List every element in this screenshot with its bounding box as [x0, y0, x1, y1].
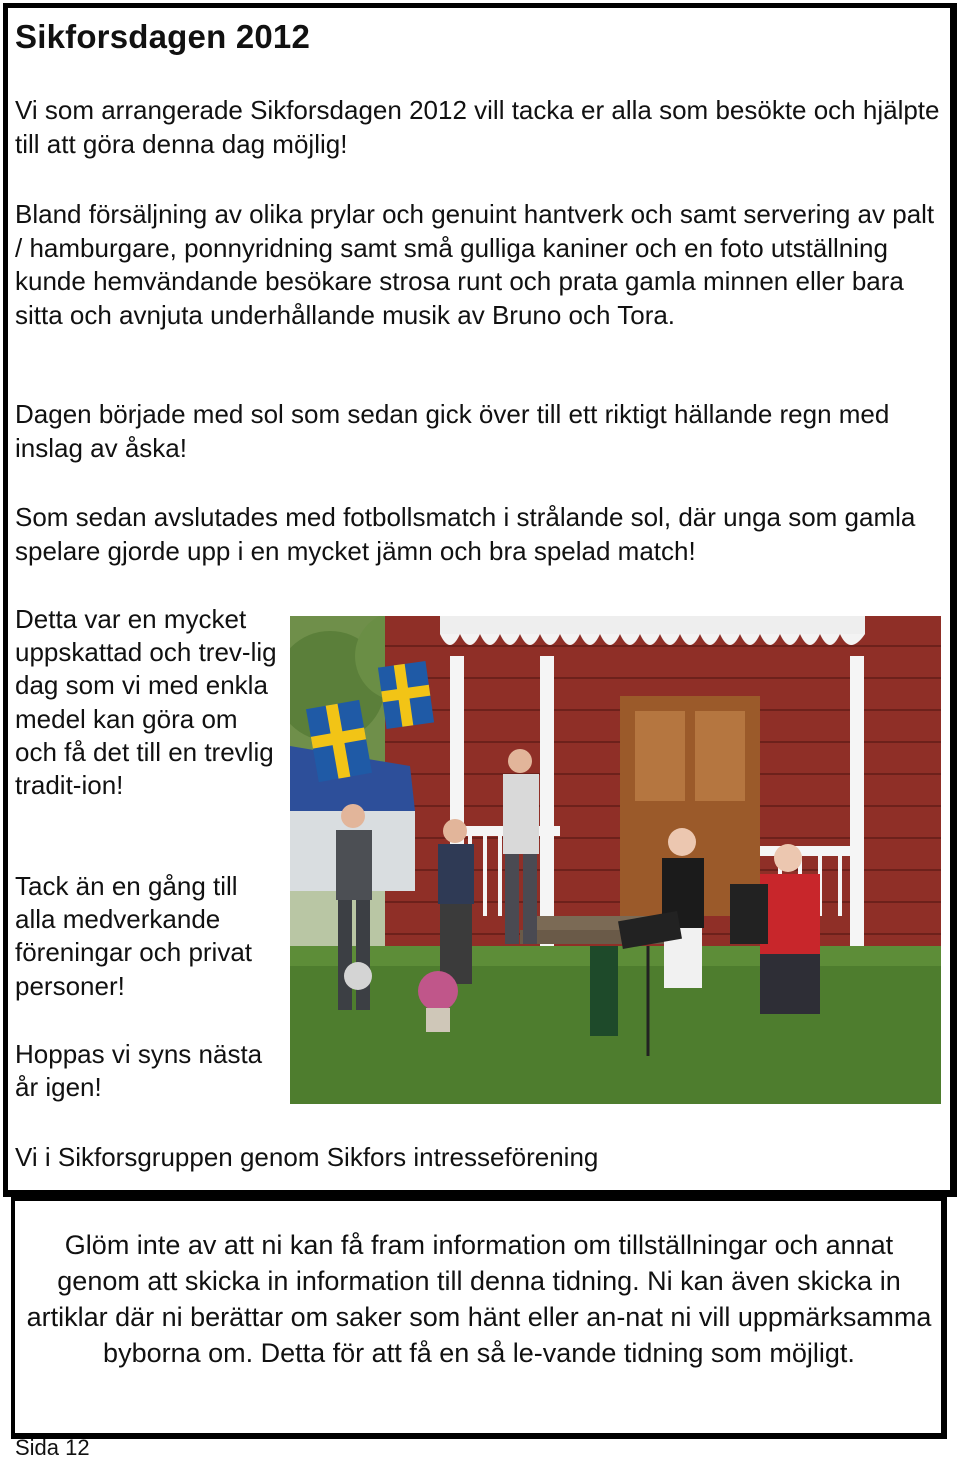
side-paragraph-1: Detta var en mycket uppskattad och trev-lig dag som vi med enkla medel kan göra om och få det till en trevlig tradit-ion! — [15, 604, 277, 801]
signature: Vi i Sikforsgruppen genom Sikfors intresseförening — [15, 1142, 599, 1172]
page-number: Sida 12 — [15, 1435, 90, 1460]
article-paragraph-3: Dagen började med sol som sedan gick över till ett riktigt hällande regn med inslag av åska! — [15, 399, 890, 463]
article-paragraph-4: Som sedan avslutades med fotbollsmatch i strålande sol, där unga som gamla spelare gjorde upp i en mycket jämn och bra spelad match! — [15, 502, 916, 566]
side-paragraph-3: Hoppas vi syns nästa år igen! — [15, 1039, 263, 1103]
side-paragraph-2: Tack än en gång till alla medverkande föreningar och privat personer! — [15, 871, 253, 1001]
article-title: Sikforsdagen 2012 — [15, 18, 311, 55]
article-paragraph-1: Vi som arrangerade Sikforsdagen 2012 vill tacka er alla som besökte och hjälpte till att göra denna dag möjlig! — [15, 95, 940, 159]
article-paragraph-2: Bland försäljning av olika prylar och genuint hantverk och samt servering av palt / hamburgare, ponnyridning samt små gulliga kaniner och en foto utställning kunde hemvändande besökare strosa runt och prata gamla minnen eller bara sitta och avnjuta underhållande musik av Bruno och Tora. — [15, 199, 935, 330]
notice-text: Glöm inte av att ni kan få fram information om tillställningar och annat genom att skicka in information till denna tidning. Ni kan även skicka in artiklar där ni berättar om saker som hänt eller an-nat ni vill uppmärksamma byborna om. Detta för att få en så le-vande tidning som möjligt. — [26, 1230, 932, 1368]
event-photo — [290, 616, 941, 1104]
